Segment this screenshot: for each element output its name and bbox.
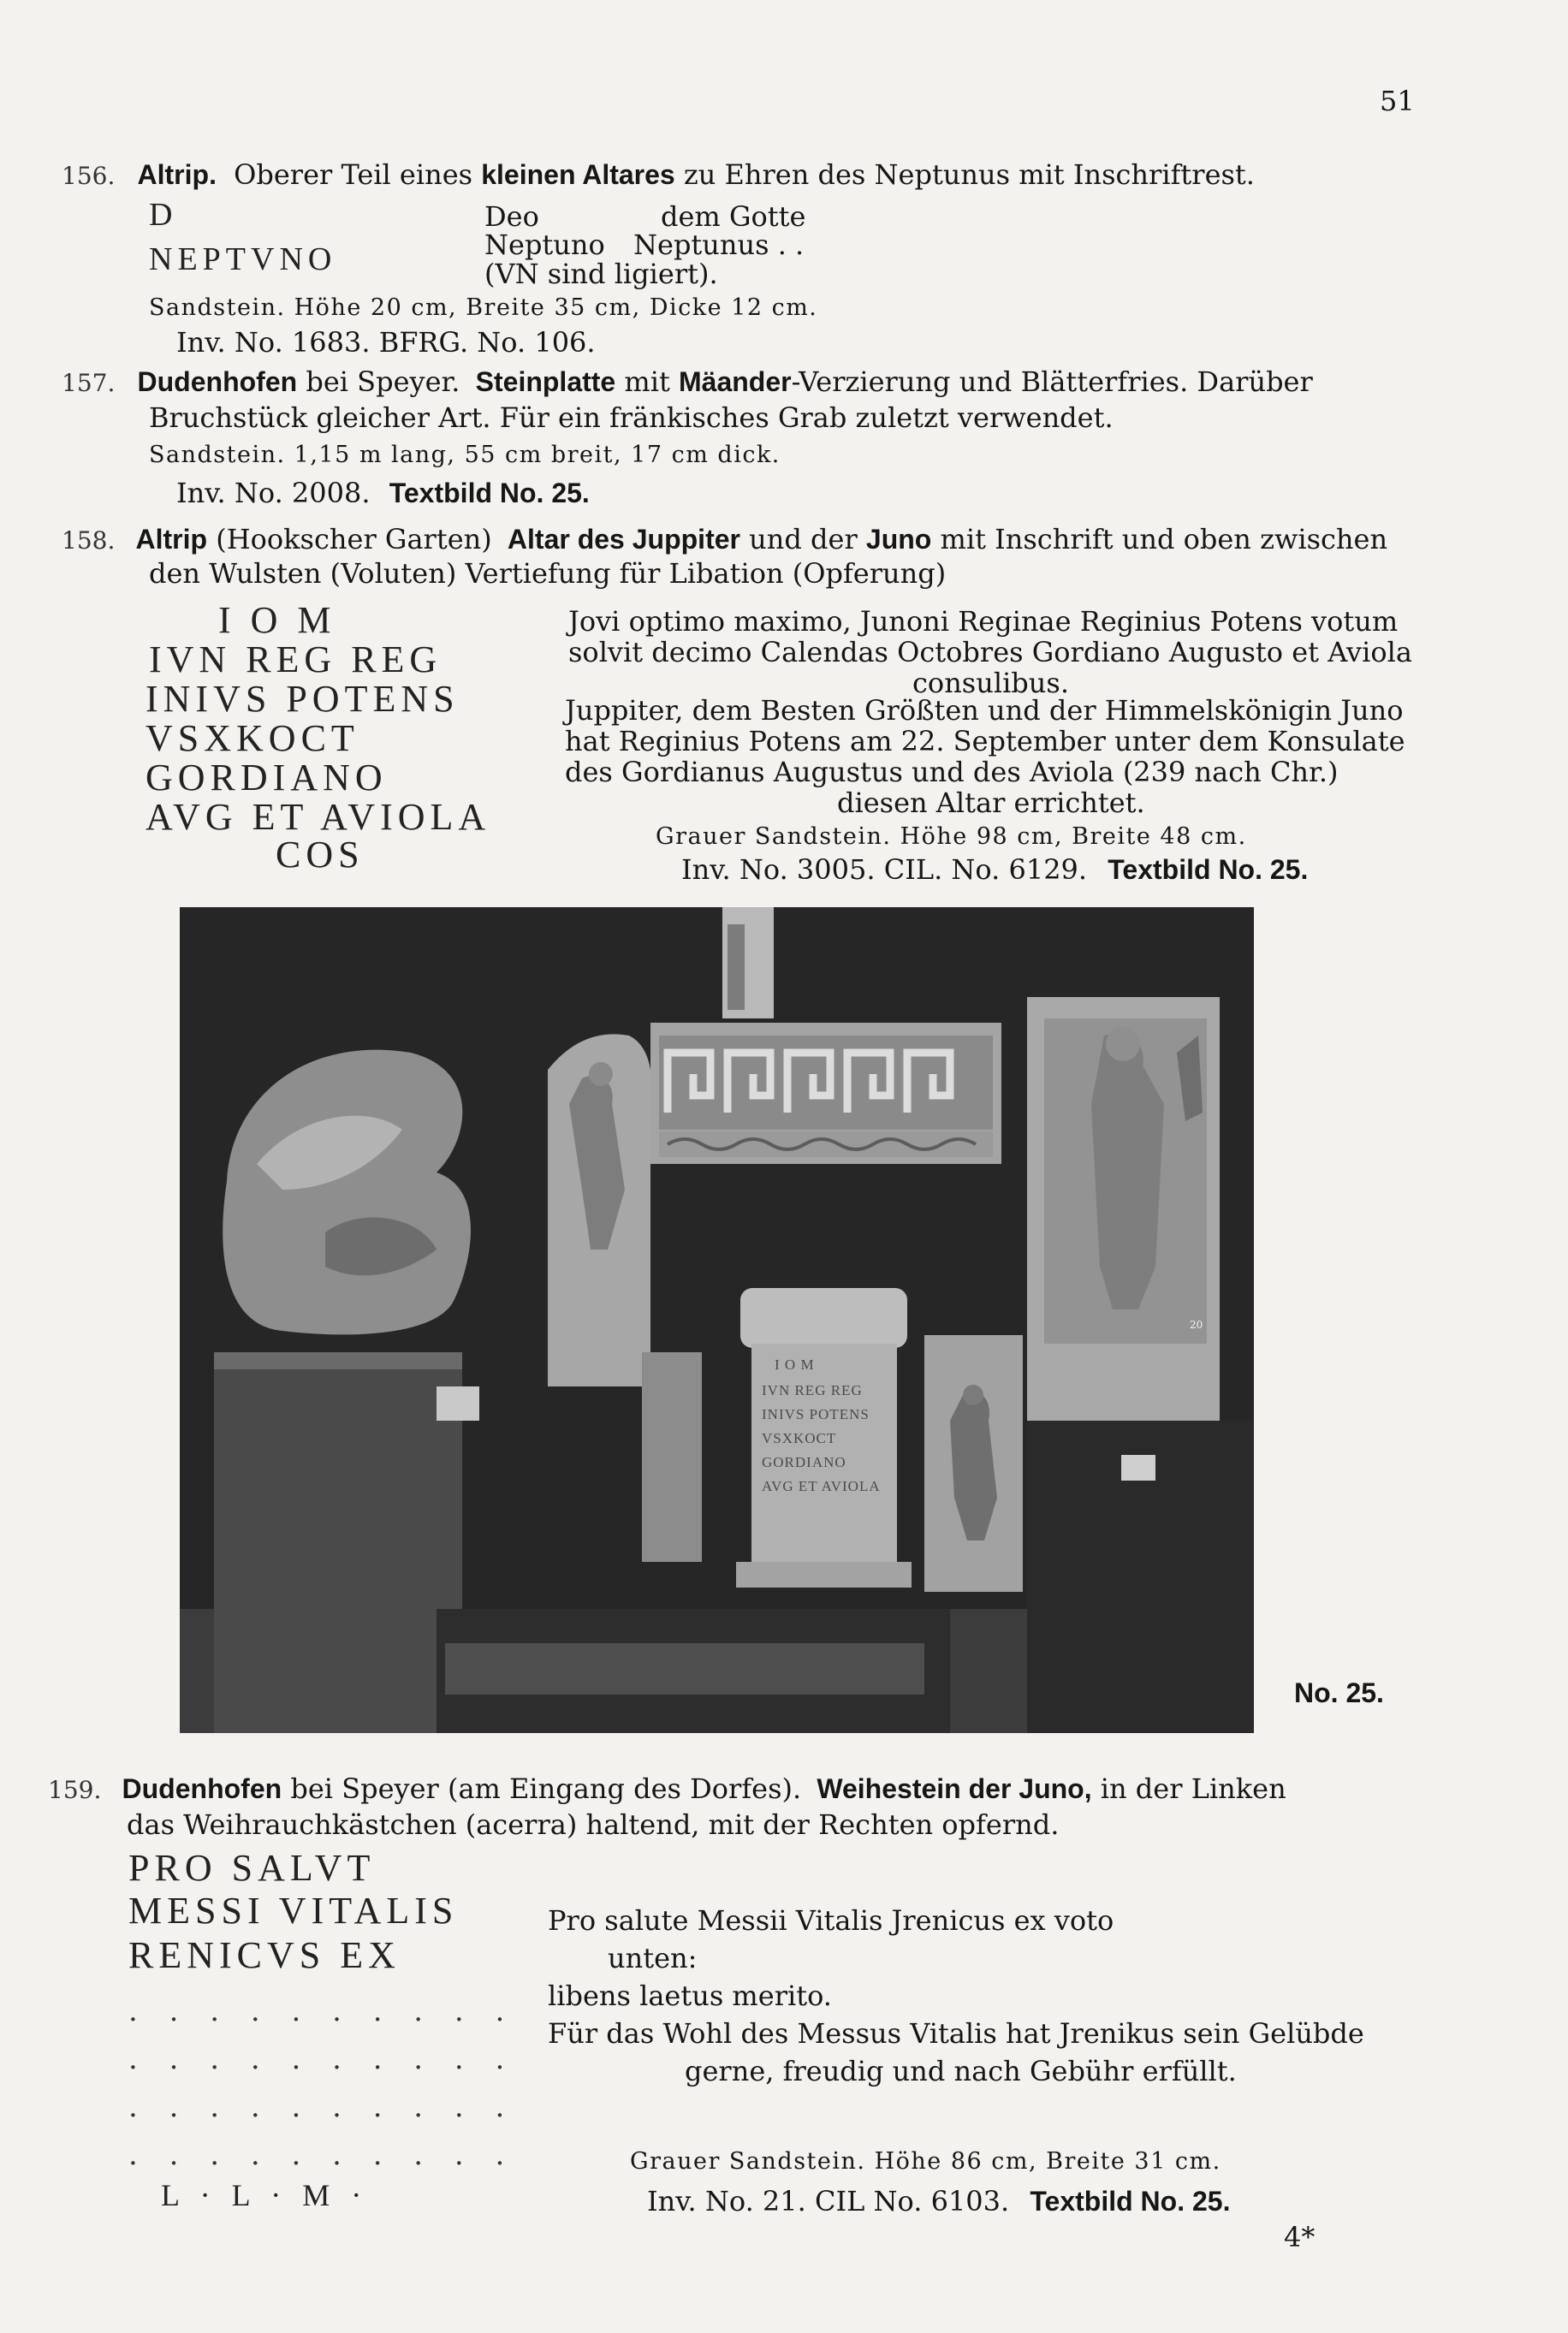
entry-text: bei Speyer (am Eingang des Dorfes).: [290, 1772, 802, 1805]
signature-mark: 4*: [1284, 2221, 1316, 2253]
entry-place: Dudenhofen: [137, 366, 298, 397]
textbild-ref: Textbild No. 25.: [1030, 2186, 1231, 2217]
inscription-line: INIVS POTENS: [146, 678, 460, 720]
entry-text: bei Speyer.: [306, 365, 460, 398]
inscription-line: RENICVS EX: [128, 1934, 401, 1976]
entry-text: zu Ehren des Neptunus mit Inschriftrest.: [683, 158, 1255, 191]
lacuna-dots: . . . . . . . . . .: [128, 2090, 516, 2124]
inscription-line: D: [149, 197, 178, 233]
material-line: Grauer Sandstein. Höhe 98 cm, Breite 48 cm.: [656, 823, 1247, 850]
inscription-line: COS: [276, 834, 365, 876]
lacuna-dots: . . . . . . . . . .: [128, 2042, 516, 2076]
entry-object: Steinplatte: [475, 366, 616, 397]
inventory-line: Inv. No. 3005. CIL. No. 6129.: [681, 853, 1088, 886]
meander-slab: [650, 1023, 1001, 1164]
material-line: Sandstein. Höhe 20 cm, Breite 35 cm, Dicke 12 cm.: [149, 294, 818, 321]
latin-text: unten:: [608, 1942, 698, 1974]
entry-place: Altrip: [135, 524, 208, 555]
altar-inscription-line: IVN REG REG: [762, 1382, 863, 1398]
material-line: Sandstein. 1,15 m lang, 55 cm breit, 17 cm dick.: [149, 442, 781, 468]
textbild-ref: Textbild No. 25.: [389, 478, 590, 508]
inscription-line: PRO SALVT: [128, 1847, 376, 1889]
entry-text: mit: [624, 365, 670, 398]
inventory-line: Inv. No. 2008.: [176, 477, 371, 509]
inscription-line: GORDIANO: [146, 757, 388, 798]
entry-number: 159.: [48, 1776, 102, 1804]
entry-number: 157.: [62, 369, 116, 397]
entry-object: Juno: [865, 524, 932, 555]
inventory-line: Inv. No. 1683. BFRG. No. 106.: [176, 326, 596, 359]
entry-text: und der: [749, 523, 858, 555]
latin-text: Pro salute Messii Vitalis Jrenicus ex voto: [548, 1904, 1114, 1937]
german-text: gerne, freudig und nach Gebühr erfüllt.: [685, 2055, 1237, 2087]
page-number: 51: [1380, 85, 1415, 117]
material-line: Grauer Sandstein. Höhe 86 cm, Breite 31 cm.: [630, 2148, 1221, 2175]
relief-stone-right: [1027, 997, 1220, 1434]
entry-object: Altar des Juppiter: [507, 524, 740, 555]
altar-inscription-line: I O M: [775, 1356, 815, 1373]
latin-text: solvit decimo Calendas Octobres Gordiano Augusto et Aviola: [568, 636, 1412, 668]
translation-german: Neptunus . .: [633, 229, 805, 261]
relief-figure-left: [548, 1034, 650, 1386]
german-text: Für das Wohl des Messus Vitalis hat Jrenikus sein Gelübde: [548, 2017, 1364, 2050]
entry-object: kleinen Altares: [481, 159, 675, 190]
translation-latin: Deo: [484, 200, 539, 233]
translation-latin: Neptuno: [484, 229, 605, 261]
entry-text: in der Linken: [1100, 1772, 1286, 1805]
museum-photograph: [180, 907, 1254, 1733]
entry-object: Mäander: [679, 366, 792, 397]
entry-place: Dudenhofen: [122, 1773, 282, 1804]
altar-inscription-line: VSXKOCT: [762, 1430, 837, 1446]
stone-number-label: 20: [1190, 1319, 1203, 1331]
entry-text: mit Inschrift und oben zwischen: [940, 523, 1388, 555]
small-relief-panel: [642, 1352, 702, 1562]
figure-caption: No. 25.: [1294, 1677, 1384, 1708]
inscription-line: L · L · M ·: [161, 2178, 369, 2212]
latin-text: consulibus.: [912, 667, 1069, 699]
german-text: Juppiter, dem Besten Größten und der Himmelskönigin Juno: [565, 694, 1404, 727]
inscription-line: IVN REG REG: [149, 638, 442, 680]
juno-votive-stone: [924, 1335, 1023, 1592]
entry-text: Oberer Teil eines: [234, 158, 473, 191]
entry-text-line: den Wulsten (Voluten) Vertiefung für Libation (Opferung): [149, 557, 947, 590]
altar-inscription-line: AVG ET AVIOLA: [762, 1478, 881, 1494]
altar-inscription-line: GORDIANO: [762, 1454, 846, 1470]
inscription-line: VSXKOCT: [146, 717, 359, 759]
altar-inscription-line: INIVS POTENS: [762, 1406, 870, 1422]
altar-jupiter-juno: [736, 1288, 912, 1588]
entry-object: Weihestein der Juno,: [817, 1773, 1092, 1804]
entry-number: 158.: [62, 526, 116, 555]
ligature-note: (VN sind ligiert).: [484, 258, 718, 290]
entry-text-line: Bruchstück gleicher Art. Für ein fränkisches Grab zuletzt verwendet.: [149, 401, 1114, 434]
entry-text-line: das Weihrauchkästchen (acerra) haltend, mit der Rechten opfernd.: [127, 1808, 1060, 1841]
inventory-line: Inv. No. 21. CIL No. 6103.: [647, 2185, 1010, 2217]
lacuna-dots: . . . . . . . . . .: [128, 1994, 516, 2028]
textbild-ref: Textbild No. 25.: [1108, 854, 1309, 885]
entry-text: -Verzierung und Blätterfries. Darüber: [791, 365, 1313, 398]
german-text: diesen Altar errichtet.: [837, 787, 1145, 819]
latin-text: libens laetus merito.: [548, 1980, 832, 2012]
inscription-line: AVG ET AVIOLA: [146, 796, 491, 838]
inscription-line: MESSI VITALIS: [128, 1890, 459, 1932]
entry-place: Altrip.: [137, 159, 217, 190]
entry-number: 156.: [62, 162, 116, 190]
german-text: hat Reginius Potens am 22. September unter dem Konsulate: [565, 725, 1405, 757]
inscription-line: NEPTVNO: [149, 241, 337, 277]
translation-german: dem Gotte: [661, 200, 806, 233]
german-text: des Gordianus Augustus und des Aviola (239 nach Chr.): [565, 756, 1339, 788]
inscription-line: I O M: [218, 599, 336, 641]
latin-text: Jovi optimo maximo, Junoni Reginae Reginius Potens votum: [568, 605, 1399, 638]
lacuna-dots: . . . . . . . . . .: [128, 2138, 516, 2172]
entry-text: (Hookscher Garten): [216, 523, 492, 555]
